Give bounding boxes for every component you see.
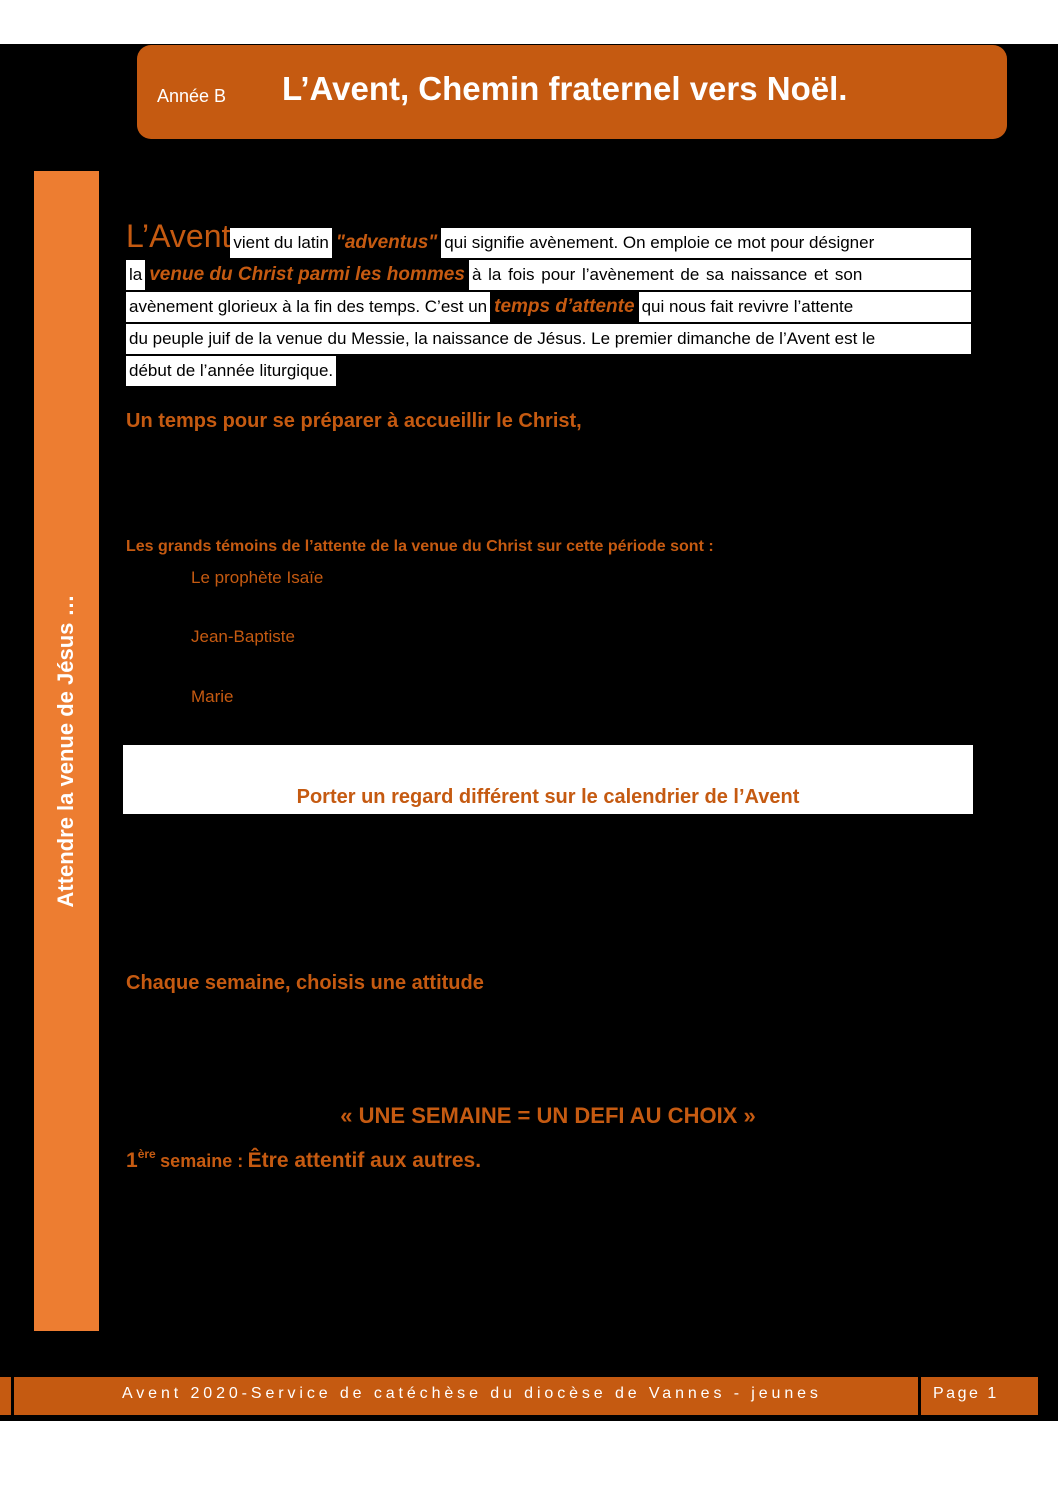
intro-text: la <box>126 260 145 290</box>
week-heading <box>126 1147 481 1173</box>
intro-highlight: "adventus" <box>335 232 438 253</box>
challenge-heading: « UNE SEMAINE = UN DEFI AU CHOIX » <box>340 1103 756 1128</box>
witness-item: Jean-Baptiste <box>191 627 295 646</box>
intro-text: à la fois pour l’avènement de sa naissance et son <box>469 260 971 290</box>
page-number: Page 1 <box>933 1385 999 1402</box>
witness-item: Le prophète Isaïe <box>191 568 324 587</box>
intro-highlight: temps d’attente <box>494 296 635 317</box>
witness-item: Marie <box>191 687 234 706</box>
intro-text: avènement glorieux à la fin des temps. C’est un <box>126 292 490 322</box>
intro-text: du peuple juif de la venue du Messie, la naissance de Jésus. Le premier dimanche de l’Avent est le <box>126 324 971 354</box>
intro-line-2 <box>126 260 971 290</box>
intro-text: début de l’année liturgique. <box>126 356 336 386</box>
footer-bar <box>14 1377 918 1415</box>
intro-line-4 <box>126 324 971 354</box>
week-word: semaine : <box>160 1151 244 1171</box>
attitude-heading: Chaque semaine, choisis une attitude <box>126 972 484 994</box>
year-label: Année B <box>157 86 227 106</box>
week-ordinal: ère <box>137 1147 156 1161</box>
week-attitude: Être attentif aux autres. <box>247 1149 482 1172</box>
intro-highlight: venue du Christ parmi les hommes <box>149 264 465 285</box>
section-heading-prepare: Un temps pour se préparer à accueillir le Christ, <box>126 410 582 432</box>
intro-line-1 <box>126 214 971 258</box>
page-number-box <box>921 1377 1038 1415</box>
calendar-heading: Porter un regard différent sur le calendrier de l’Avent <box>296 786 800 808</box>
intro-lead-word: L’Avent <box>126 218 231 254</box>
witnesses-heading: Les grands témoins de l’attente de la venue du Christ sur cette période sont : <box>126 538 714 555</box>
footer-text: Avent 2020-Service de catéchèse du diocèse de Vannes - jeunes <box>122 1385 822 1402</box>
sidebar-caption: Attendre la venue de Jésus … <box>53 594 78 908</box>
week-number: 1 <box>126 1149 138 1172</box>
intro-text: qui signifie avènement. On emploie ce mot pour désigner <box>441 228 971 258</box>
footer-tab <box>0 1377 11 1415</box>
intro-line-5 <box>126 356 971 386</box>
intro-line-3 <box>126 292 971 322</box>
intro-text: vient du latin <box>230 228 331 258</box>
intro-text: qui nous fait revivre l’attente <box>639 292 971 322</box>
calendar-band <box>123 745 973 814</box>
page-title: L’Avent, Chemin fraternel vers Noël. <box>282 70 848 107</box>
intro-paragraph <box>126 214 971 388</box>
